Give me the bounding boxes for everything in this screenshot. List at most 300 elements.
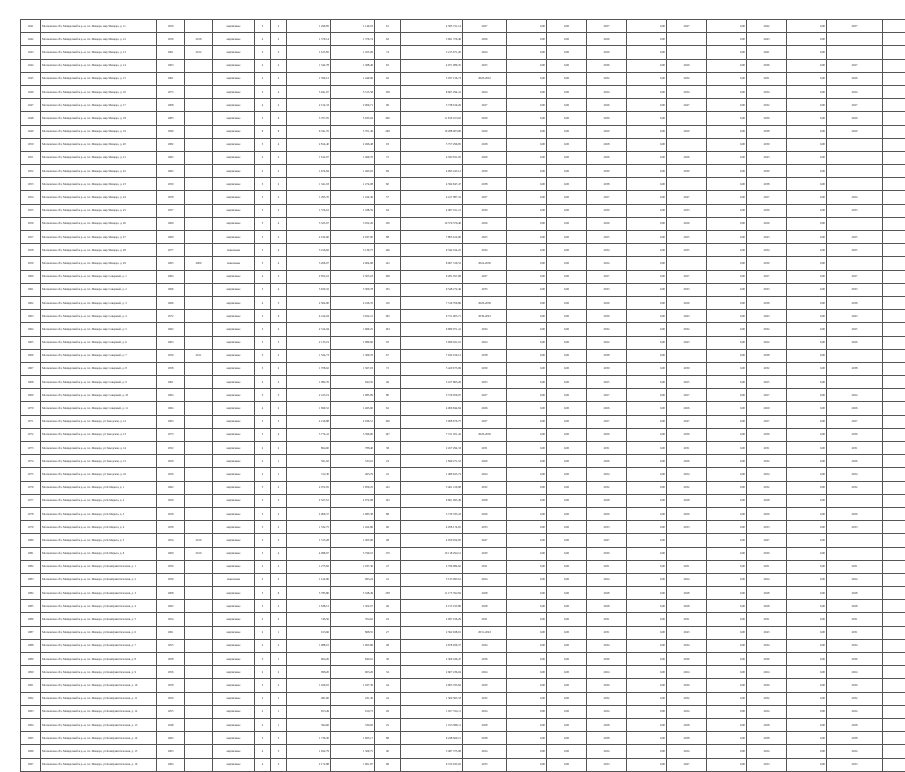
table-cell: 0,00 — [627, 692, 667, 705]
table-cell: 2036 — [747, 653, 787, 666]
table-cell: 2 009,71 — [331, 99, 375, 112]
table-cell: 2024 — [667, 705, 707, 718]
table-cell: 1988 — [21, 639, 41, 652]
table-cell: 0,00 — [707, 138, 747, 151]
table-cell: 108 — [375, 270, 401, 283]
table-cell: 5 061 379,46 — [401, 33, 463, 46]
table-cell: 2029 — [827, 125, 883, 138]
table-cell: 2027 — [827, 20, 883, 33]
table-cell: 2026 — [463, 151, 507, 164]
table-row — [21, 389, 905, 402]
table-cell: 22 — [375, 468, 401, 481]
table-cell: 2 — [255, 455, 271, 468]
address-cell: Московская обл, Мещерский м.р.-н, г.п. Мещера, мкр Мещера, д. 21 — [41, 151, 157, 164]
table-row — [21, 33, 905, 46]
table-cell: 1949 — [21, 125, 41, 138]
table-cell — [185, 20, 213, 33]
table-cell: 2 — [271, 639, 287, 652]
table-row — [21, 310, 905, 323]
table-cell — [827, 165, 883, 178]
empty-cell — [883, 336, 905, 349]
table-cell: 0,00 — [707, 46, 747, 59]
table-cell: 2030 — [587, 362, 627, 375]
table-cell: 2030 — [587, 204, 627, 217]
table-cell — [827, 376, 883, 389]
table-cell: 2032 — [827, 692, 883, 705]
table-row — [21, 217, 905, 230]
table-cell — [185, 521, 213, 534]
table-cell: 2036 — [667, 653, 707, 666]
table-row — [21, 402, 905, 415]
table-cell: 1 638,12 — [287, 600, 331, 613]
table-cell: 4 006 844,84 — [401, 402, 463, 415]
table-cell: 5 — [255, 283, 271, 296]
table-cell: 40 — [375, 745, 401, 758]
table-cell: 2 — [271, 72, 287, 85]
table-cell: 5 035,04 — [331, 112, 375, 125]
table-cell: 5 — [255, 587, 271, 600]
empty-cell — [883, 666, 905, 679]
address-cell: Московская обл, Мещерский м.р.-н, г.п. Мещера, мкр Северный, д. 2 — [41, 283, 157, 296]
table-cell: 0,00 — [627, 257, 667, 270]
table-cell: кирпичные — [213, 442, 255, 455]
table-cell: 6 248 660,15 — [401, 732, 463, 745]
table-cell: 1 502,07 — [331, 600, 375, 613]
table-cell: 3 416,82 — [287, 244, 331, 257]
table-cell: 0,00 — [507, 138, 547, 151]
table-cell: 0,00 — [707, 125, 747, 138]
table-cell: 44 — [375, 679, 401, 692]
table-cell: 2033 — [587, 521, 627, 534]
address-cell: Московская обл, Мещерский м.р.-н, г.п. Мещера, ул Заводская, д. 13 — [41, 428, 157, 441]
table-cell: 993,24 — [331, 573, 375, 586]
table-cell: 2028 — [747, 600, 787, 613]
table-row — [21, 587, 905, 600]
address-cell: Московская обл, Мещерский м.р.-н, г.п. Мещера, мкр Мещера, д. 13 — [41, 46, 157, 59]
table-cell: 0,00 — [787, 653, 827, 666]
address-cell: Московская обл, Мещерский м.р.-н, г.п. Мещера, ул Коммунистическая, д. 15 — [41, 745, 157, 758]
table-cell: 0,00 — [507, 613, 547, 626]
table-cell: 1960 — [157, 547, 185, 560]
table-cell: 2025 — [827, 323, 883, 336]
table-cell: 5 — [255, 244, 271, 257]
table-cell: 0,00 — [547, 33, 587, 46]
table-cell: 0,00 — [507, 507, 547, 520]
table-cell: 1961 — [21, 283, 41, 296]
table-cell: 1982 — [157, 138, 185, 151]
table-cell: 1 542,78 — [287, 59, 331, 72]
table-cell: кирпичные — [213, 428, 255, 441]
table-cell: кирпичные — [213, 72, 255, 85]
table-cell: 0,00 — [787, 679, 827, 692]
table-cell: кирпичные — [213, 455, 255, 468]
address-cell: Московская обл, Мещерский м.р.-н, г.п. Мещера, ул Коммунистическая, д. 8 — [41, 653, 157, 666]
table-cell — [667, 178, 707, 191]
table-cell: 2011 — [185, 349, 213, 362]
table-cell: 1954 — [21, 191, 41, 204]
table-cell: 1957 — [157, 204, 185, 217]
table-cell: кирпичные — [213, 613, 255, 626]
empty-cell — [883, 138, 905, 151]
table-cell: 3 — [255, 362, 271, 375]
table-cell — [667, 257, 707, 270]
table-cell: 2033 — [827, 204, 883, 217]
empty-cell — [883, 679, 905, 692]
table-cell: 0,00 — [547, 46, 587, 59]
table-cell: 0,00 — [707, 626, 747, 639]
empty-cell — [883, 481, 905, 494]
table-cell: 0,00 — [627, 481, 667, 494]
table-cell: 0,00 — [707, 494, 747, 507]
empty-cell — [883, 33, 905, 46]
table-cell: 1 — [271, 455, 287, 468]
table-cell: 6 661 093,49 — [401, 494, 463, 507]
table-cell: 2027 — [747, 270, 787, 283]
table-cell: 1964 — [157, 758, 185, 771]
table-cell: 2034 — [667, 323, 707, 336]
empty-cell — [883, 507, 905, 520]
table-cell: 2038 — [463, 732, 507, 745]
table-cell: 0,00 — [507, 204, 547, 217]
table-cell: 1955 — [157, 639, 185, 652]
table-cell: 2019 — [185, 534, 213, 547]
table-cell: 0,00 — [707, 336, 747, 349]
table-cell: 2026 — [463, 217, 507, 230]
empty-cell — [883, 758, 905, 771]
table-cell: 1981 — [21, 547, 41, 560]
table-cell: 0,00 — [507, 653, 547, 666]
table-row — [21, 732, 905, 745]
table-cell — [827, 178, 883, 191]
table-cell: кирпичные — [213, 138, 255, 151]
address-cell: Московская обл, Мещерский м.р.-н, г.п. Мещера, ул Коммунистическая, д. 12 — [41, 705, 157, 718]
table-cell: 3 300,78 — [331, 283, 375, 296]
table-cell: 2047 — [463, 534, 507, 547]
table-row — [21, 494, 905, 507]
table-cell: 2028 — [463, 138, 507, 151]
table-cell: 4 058 174,65 — [401, 521, 463, 534]
table-cell: 1963 — [157, 745, 185, 758]
table-cell: 2034 — [463, 323, 507, 336]
table-cell: 0,00 — [787, 600, 827, 613]
table-cell: 2038 — [587, 732, 627, 745]
table-cell: 0,00 — [547, 442, 587, 455]
table-cell — [827, 494, 883, 507]
table-cell: 0,00 — [547, 376, 587, 389]
table-cell: кирпичные — [213, 270, 255, 283]
table-cell: кирпичные — [213, 600, 255, 613]
table-cell: 38 — [375, 442, 401, 455]
table-cell: 62 — [375, 72, 401, 85]
table-cell: панельные — [213, 573, 255, 586]
table-cell: 2 — [255, 666, 271, 679]
table-cell: 5 757 296,85 — [401, 138, 463, 151]
table-cell: 3 — [271, 758, 287, 771]
table-cell: 1945 — [21, 72, 41, 85]
table-cell: 2 — [271, 178, 287, 191]
table-cell: 0,00 — [627, 191, 667, 204]
table-cell: 2026 — [747, 507, 787, 520]
table-cell: 1964 — [157, 270, 185, 283]
table-cell: 0,00 — [707, 442, 747, 455]
table-cell: 864,60 — [287, 442, 331, 455]
table-cell — [827, 138, 883, 151]
table-cell: 3 — [255, 494, 271, 507]
empty-cell — [883, 468, 905, 481]
table-cell: 0,00 — [547, 455, 587, 468]
table-cell: 2026 — [827, 72, 883, 85]
address-cell: Московская обл, Мещерский м.р.-н, г.п. Мещера, ул Заводская, д. 12 — [41, 415, 157, 428]
table-cell: 2031 — [667, 560, 707, 573]
table-cell: 0,00 — [507, 587, 547, 600]
table-cell: 2036 — [747, 204, 787, 217]
table-cell: 1977 — [157, 244, 185, 257]
table-cell: 2032 — [747, 481, 787, 494]
table-cell: 0,00 — [507, 758, 547, 771]
table-cell: 1983 — [157, 112, 185, 125]
table-cell: 2 496,48 — [331, 138, 375, 151]
table-cell: 1 603,17 — [331, 732, 375, 745]
table-cell: кирпичные — [213, 46, 255, 59]
empty-cell — [883, 402, 905, 415]
table-row — [21, 46, 905, 59]
table-cell: 4 — [271, 547, 287, 560]
empty-cell — [883, 151, 905, 164]
table-cell — [185, 573, 213, 586]
table-cell: 2039 — [747, 138, 787, 151]
table-cell: 2034 — [463, 639, 507, 652]
table-cell: 0,00 — [707, 112, 747, 125]
table-cell: 16 288 903,06 — [401, 125, 463, 138]
table-cell: 2032 — [463, 692, 507, 705]
empty-cell — [883, 415, 905, 428]
address-cell: Московская обл, Мещерский м.р.-н, г.п. Мещера, ул Коммунистическая, д. 9 — [41, 666, 157, 679]
table-cell: 2033 — [587, 758, 627, 771]
table-cell: 0,00 — [707, 468, 747, 481]
table-cell: 2030 — [747, 165, 787, 178]
table-cell: 1 560 365,33 — [401, 692, 463, 705]
table-cell: 0,00 — [627, 231, 667, 244]
table-cell: 0,00 — [507, 573, 547, 586]
table-cell: кирпичные — [213, 415, 255, 428]
table-cell: 2024 — [747, 573, 787, 586]
table-row — [21, 705, 905, 718]
table-cell: 1979 — [21, 521, 41, 534]
table-cell: 4 — [255, 296, 271, 309]
table-cell: 653,49 — [287, 705, 331, 718]
table-cell: 1959 — [157, 178, 185, 191]
table-cell: кирпичные — [213, 231, 255, 244]
table-cell: 394,66 — [287, 718, 331, 731]
table-cell: 2 — [255, 151, 271, 164]
table-cell: 2 — [255, 613, 271, 626]
table-cell: 0,00 — [627, 46, 667, 59]
address-cell: Московская обл, Мещерский м.р.-н, г.п. Мещера, ул Заводская, д. 16 — [41, 468, 157, 481]
table-cell: 135 — [375, 283, 401, 296]
table-cell: 0,00 — [627, 151, 667, 164]
table-cell: 2 — [271, 231, 287, 244]
table-cell: 2041 — [747, 46, 787, 59]
table-cell: 2028 — [587, 494, 627, 507]
address-cell: Московская обл, Мещерский м.р.-н, г.п. Мещера, мкр Северный, д. 10 — [41, 389, 157, 402]
table-cell: 3 325,07 — [287, 217, 331, 230]
table-cell: кирпичные — [213, 85, 255, 98]
table-row — [21, 191, 905, 204]
table-cell: 2024-2030 — [463, 257, 507, 270]
table-cell: 1 983,38 — [331, 507, 375, 520]
table-cell: 942,50 — [331, 376, 375, 389]
table-cell: 2 327,61 — [287, 494, 331, 507]
table-cell: 80 — [375, 389, 401, 402]
table-cell — [185, 138, 213, 151]
table-cell: 4 — [255, 270, 271, 283]
table-cell: 2024 — [827, 745, 883, 758]
table-cell: 1969 — [157, 217, 185, 230]
table-cell: 1997 — [21, 758, 41, 771]
table-cell: 2025 — [827, 231, 883, 244]
table-cell: 258 — [375, 587, 401, 600]
empty-cell — [883, 72, 905, 85]
empty-cell — [883, 547, 905, 560]
table-cell: 0,00 — [507, 442, 547, 455]
table-cell: 1962 — [157, 151, 185, 164]
table-cell: кирпичные — [213, 587, 255, 600]
table-cell: 2026 — [463, 402, 507, 415]
table-cell: 0,00 — [547, 323, 587, 336]
address-cell: Московская обл, Мещерский м.р.-н, г.п. Мещера, ул Коммунистическая, д. 1 — [41, 560, 157, 573]
table-cell: 5 328,49 — [331, 587, 375, 600]
table-cell: 0,00 — [707, 165, 747, 178]
table-cell: 0,00 — [787, 178, 827, 191]
table-cell: 0,00 — [707, 283, 747, 296]
table-cell: 62 — [375, 33, 401, 46]
address-cell: Московская обл, Мещерский м.р.-н, г.п. Мещера, ул Коммунистическая, д. 10 — [41, 679, 157, 692]
address-cell: Московская обл, Мещерский м.р.-н, г.п. Мещера, мкр Северный, д. 6 — [41, 336, 157, 349]
table-cell: 1 622,79 — [287, 745, 331, 758]
table-cell: кирпичные — [213, 402, 255, 415]
table-cell: 1 612,07 — [287, 151, 331, 164]
table-cell: 2026 — [587, 455, 627, 468]
table-cell: 2030 — [463, 362, 507, 375]
table-cell: 0,00 — [627, 402, 667, 415]
table-cell: 5 701,49 — [331, 125, 375, 138]
table-cell: кирпичные — [213, 336, 255, 349]
table-cell: 3 052,26 — [331, 217, 375, 230]
empty-cell — [883, 20, 905, 33]
table-cell: 23 — [375, 455, 401, 468]
table-cell: 481,60 — [287, 692, 331, 705]
table-cell: 5 — [255, 112, 271, 125]
table-cell: 0,00 — [627, 204, 667, 217]
table-cell: 6 — [271, 125, 287, 138]
empty-cell — [883, 296, 905, 309]
table-cell: 2028 — [463, 718, 507, 731]
table-cell — [185, 692, 213, 705]
table-cell: 7 863 612,90 — [401, 231, 463, 244]
empty-cell — [883, 442, 905, 455]
table-cell: 1 376,74 — [331, 33, 375, 46]
table-cell: 2026 — [463, 455, 507, 468]
table-cell: 2034 — [747, 639, 787, 652]
table-cell: 0,00 — [627, 217, 667, 230]
table-cell: 0,00 — [787, 402, 827, 415]
table-cell: 2 — [255, 442, 271, 455]
table-cell: 2032 — [827, 481, 883, 494]
table-cell: 0,00 — [707, 560, 747, 573]
table-row — [21, 481, 905, 494]
table-cell: 2027 — [587, 270, 627, 283]
table-cell: 1 — [271, 718, 287, 731]
table-cell: 0,00 — [787, 587, 827, 600]
table-cell: 0,00 — [547, 244, 587, 257]
table-cell: 3 — [255, 349, 271, 362]
table-row — [21, 758, 905, 771]
table-cell: 122 — [375, 257, 401, 270]
table-cell: 2028 — [747, 494, 787, 507]
table-cell: 1 960,25 — [331, 323, 375, 336]
table-cell: 1971 — [21, 415, 41, 428]
table-cell: 4 417 087,32 — [401, 191, 463, 204]
table-cell: кирпичные — [213, 296, 255, 309]
address-cell: Московская обл, Мещерский м.р.-н, г.п. Мещера, мкр Мещера, д. 11 — [41, 20, 157, 33]
empty-cell — [883, 639, 905, 652]
table-cell: 146 — [375, 244, 401, 257]
table-cell: 2027 — [747, 191, 787, 204]
table-cell: 1950 — [21, 138, 41, 151]
table-cell: 2029 — [667, 125, 707, 138]
table-cell: 5 — [255, 257, 271, 270]
address-cell: Московская обл, Мещерский м.р.-н, г.п. Мещера, мкр Мещера, д. 23 — [41, 178, 157, 191]
table-cell: 1 037,39 — [331, 679, 375, 692]
table-cell: 24 — [375, 613, 401, 626]
empty-cell — [883, 613, 905, 626]
table-cell: 1 275,82 — [287, 560, 331, 573]
table-cell: 2 814,40 — [287, 138, 331, 151]
table-row — [21, 613, 905, 626]
table-cell: 2030 — [587, 547, 627, 560]
table-cell: 2034 — [747, 323, 787, 336]
table-cell: 2032 — [667, 481, 707, 494]
table-cell: 2026 — [587, 507, 627, 520]
table-cell: 1958 — [21, 244, 41, 257]
table-cell: 2025 — [463, 376, 507, 389]
table-cell — [827, 33, 883, 46]
table-row — [21, 138, 905, 151]
table-cell: 0,00 — [507, 336, 547, 349]
table-cell: кирпичные — [213, 547, 255, 560]
table-cell: 0,00 — [547, 20, 587, 33]
table-cell: 0,00 — [787, 204, 827, 217]
table-cell: 2038 — [463, 178, 507, 191]
table-cell: 0,00 — [787, 191, 827, 204]
table-cell — [827, 547, 883, 560]
address-cell: Московская обл, Мещерский м.р.-н, г.п. Мещера, ул Коммунистическая, д. 16 — [41, 758, 157, 771]
table-cell: 2043 — [747, 626, 787, 639]
table-cell: 0,00 — [707, 151, 747, 164]
table-cell: 0,00 — [507, 20, 547, 33]
table-row — [21, 679, 905, 692]
table-cell: кирпичные — [213, 59, 255, 72]
table-cell — [185, 481, 213, 494]
table-cell — [185, 323, 213, 336]
table-cell: 0,00 — [707, 362, 747, 375]
table-cell: 2030 — [463, 165, 507, 178]
table-cell: 3 — [271, 296, 287, 309]
table-cell: 2036 — [463, 653, 507, 666]
table-cell: 0,00 — [627, 72, 667, 85]
table-cell: 9 548 272,46 — [401, 283, 463, 296]
table-cell: 2026 — [827, 402, 883, 415]
